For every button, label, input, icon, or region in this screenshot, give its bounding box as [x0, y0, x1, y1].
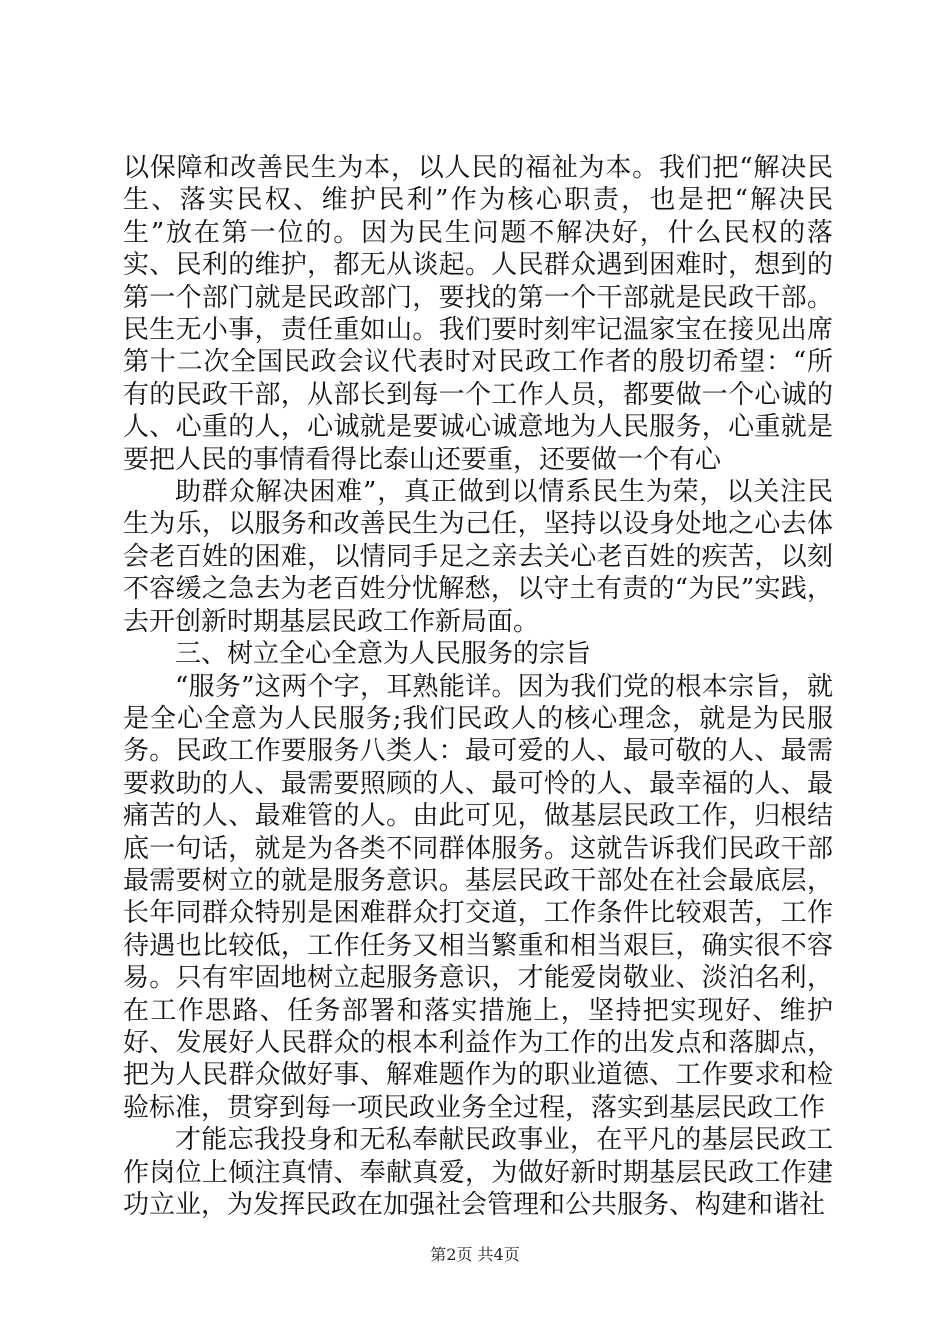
- paragraph-2: 助群众解决困难”，真正做到以情系民生为荣，以关注民生为乐，以服务和改善民生为己任，坚持以设身处地之心去体会老百姓的困难，以情同手足之亲去关心老百姓的疾苦，以刻不容缓之急去为老百姓分忧解愁，以守土有责的“为民”实践，去开创新时期基层民政工作新局面。: [123, 477, 833, 637]
- paragraph-4: 才能忘我投身和无私奉献民政事业，在平凡的基层民政工作岗位上倾注真情、奉献真爱，为做好新时期基层民政工作建功立业，为发挥民政在加强社会管理和公共服务、构建和谐社: [123, 1125, 833, 1220]
- page-number-footer: 第2页 共4页: [430, 1245, 520, 1264]
- section-heading: 三、树立全心全意为人民服务的宗旨: [175, 639, 592, 670]
- paragraph-3: “服务”这两个字，耳熟能详。因为我们党的根本宗旨，就是全心全意为人民服务;我们民政人的核心理念，就是为民服务。民政工作要服务八类人：最可爱的人、最可敬的人、最需要救助的人、最需要照顾的人、最可怜的人、最幸福的人、最痛苦的人、最难管的人。由此可见，做基层民政工作，归根结底一句话，就是为各类不同群体服务。这就告诉我们民政干部最需要树立的就是服务意识。基层民政干部处在社会最底层，长年同群众特别是困难群众打交道，工作条件比较艰苦，工作待遇也比较低，工作任务又相当繁重和相当艰巨，确实很不容易。只有牢固地树立起服务意识，才能爱岗敬业、淡泊名利，在工作思路、任务部署和落实措施上，坚持把实现好、维护好、发展好人民群众的根本利益作为工作的出发点和落脚点，把为人民群众做好事、解难题作为的职业道德、工作要求和检验标准，贯穿到每一项民政业务全过程，落实到基层民政工作: [123, 671, 833, 1123]
- document-body: [123, 152, 833, 1221]
- paragraph-1: 以保障和改善民生为本，以人民的福祉为本。我们把“解决民生、落实民权、维护民利”作为核心职责，也是把“解决民生”放在第一位的。因为民生问题不解决好，什么民权的落实、民利的维护，都无从谈起。人民群众遇到困难时，想到的第一个部门就是民政部门，要找的第一个干部就是民政干部。民生无小事，责任重如山。我们要时刻牢记温家宝在接见出席第十二次全国民政会议代表时对民政工作者的殷切希望：“所有的民政干部，从部长到每一个工作人员，都要做一个心诚的人、心重的人，心诚就是要诚心诚意地为人民服务，心重就是要把人民的事情看得比泰山还要重，还要做一个有心: [123, 153, 833, 475]
